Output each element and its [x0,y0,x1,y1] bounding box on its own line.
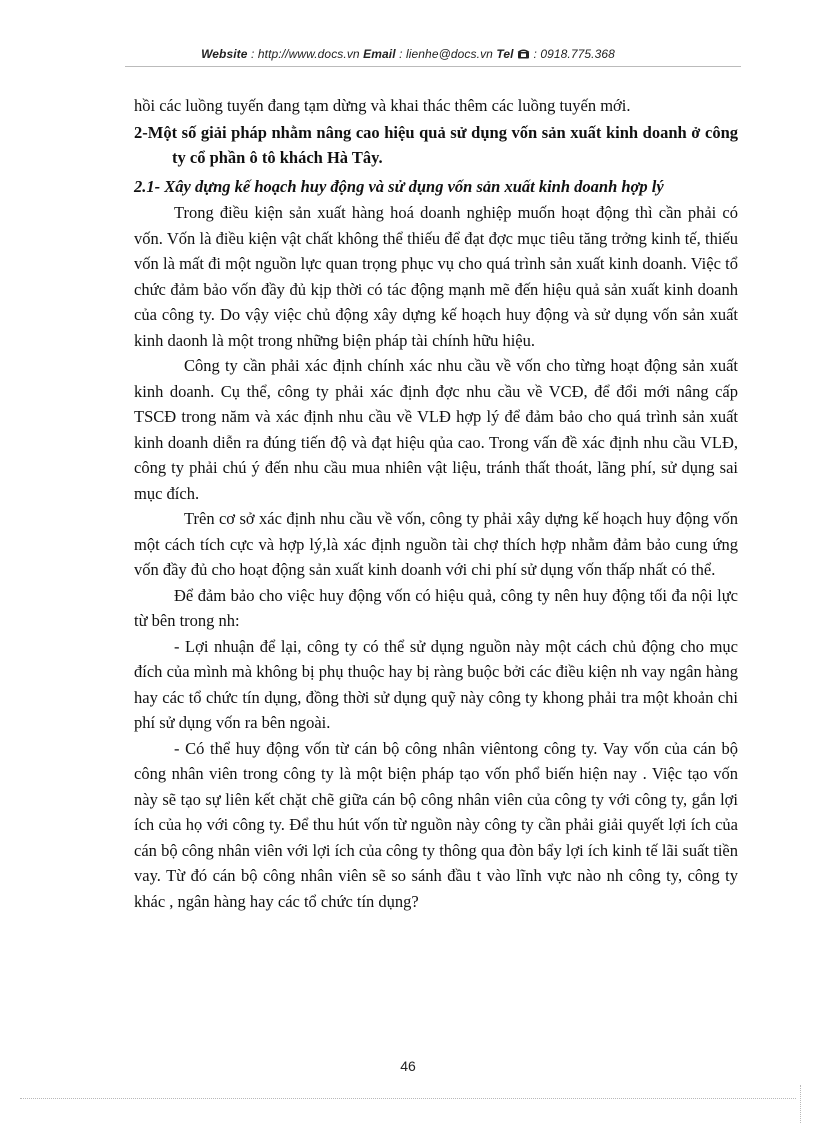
tel-value: : 0918.775.368 [530,47,615,61]
paragraph: Trong điều kiện sản xuất hàng hoá doanh nghiệp muốn hoạt động thì cần phải có vốn. Vốn là điều kiện vật chất không thể thiếu để đạt đợc mục tiêu tăng trởng kinh tế, thiếu vốn là mất đi một nguồn lực quan trọng phục vụ cho quá trình sản xuất kinh doanh. Việc tổ chức đảm bảo vốn đầy đủ kịp thời có tác động mạnh mẽ đến hiệu quả sản xuất kinh doanh của công ty. Do vậy việc chủ động xây dựng kế hoạch huy động và sử dụng vốn sản xuất kinh daonh là một trong những biện pháp tài chính hữu hiệu. [134,203,738,350]
email-value: : lienhe@docs.vn [395,47,497,61]
website-value: : http://www.docs.vn [247,47,364,61]
document-body [134,93,738,914]
paragraph: Trên cơ sở xác định nhu cầu về vốn, công ty phải xây dựng kế hoạch huy động vốn một cách tích cực và hợp lý,là xác định nguồn tài chợ thích hợp nhằm đảm bảo cung ứng vốn đầy đủ cho hoạt động sản xuất kinh doanh với chi phí sử dụng vốn thấp nhất có thể. [134,509,738,579]
paragraph: Công ty cần phải xác định chính xác nhu cầu về vốn cho từng hoạt động sản xuất kinh doanh. Cụ thể, công ty phải xác định đợc nhu cầu về VCĐ, để đổi mới nâng cấp TSCĐ trong năm và xác định nhu cầu về VLĐ hợp lý để đảm bảo cho quá trình sản xuất kinh doanh diễn ra đúng tiến độ và đạt hiệu qủa cao. Trong vấn đề xác định nhu cầu VLĐ, công ty phải chú ý đến nhu cầu mua nhiên vật liệu, tránh thất thoát, lãng phí, sử dụng sai mục đích. [134,356,738,503]
phone-icon [517,48,530,62]
list-item: - Lợi nhuận để lại, công ty có thể sử dụng nguồn này một cách chủ động cho mục đích của mình mà không bị phụ thuộc hay bị ràng buộc bởi các điều kiện nh vay ngân hàng hay các tổ chức tín dụng, đồng thời sử dụng quỹ này công ty khong phải tra một khoản chi phí sử dụng vốn ra bên ngoài. [134,636,738,732]
paragraph: hồi các luồng tuyến đang tạm dừng và khai thác thêm các luồng tuyến mới. [134,96,631,115]
subsection-heading: 2.1- Xây dựng kế hoạch huy động và sử dụng vốn sản xuất kinh doanh hợp lý [134,176,664,196]
list-item: - Có thể huy động vốn từ cán bộ công nhân viêntong công ty. Vay vốn của cán bộ công nhân viên trong công ty là một biện pháp tạo vốn phổ biến hiện nay . Việc tạo vốn này sẽ tạo sự liên kết chặt chẽ giữa cán bộ công nhân viên của công ty với công ty, gắn lợi ích của họ với công ty. Để thu hút vốn từ nguồn này công ty cần phải giải quyết lợi ích của cán bộ công nhân viên với lợi ích của công ty thông qua đòn bẩy lợi ích kinh tế lãi suất tiền vay. Từ đó cán bộ công nhân viên sẽ so sánh đầu t vào lĩnh vực nào nh công ty, công ty khác , ngân hàng hay các tổ chức tín dụng? [134,738,738,911]
website-label: Website [201,47,248,61]
page-header [0,47,816,62]
page-right-border [800,1085,801,1123]
paragraph: Để đảm bảo cho việc huy động vốn có hiệu quả, công ty nên huy động tối đa nội lực từ bên trong nh: [134,585,738,630]
email-label: Email [363,47,396,61]
section-heading: 2-Một số giải pháp nhằm nâng cao hiệu quả sử dụng vốn sản xuất kinh doanh ở công ty cổ phần ô tô khách Hà Tây. [134,122,738,167]
page-bottom-border [20,1098,796,1099]
header-divider [125,66,741,67]
page-number: 46 [400,1058,416,1074]
tel-label: Tel [496,47,514,61]
